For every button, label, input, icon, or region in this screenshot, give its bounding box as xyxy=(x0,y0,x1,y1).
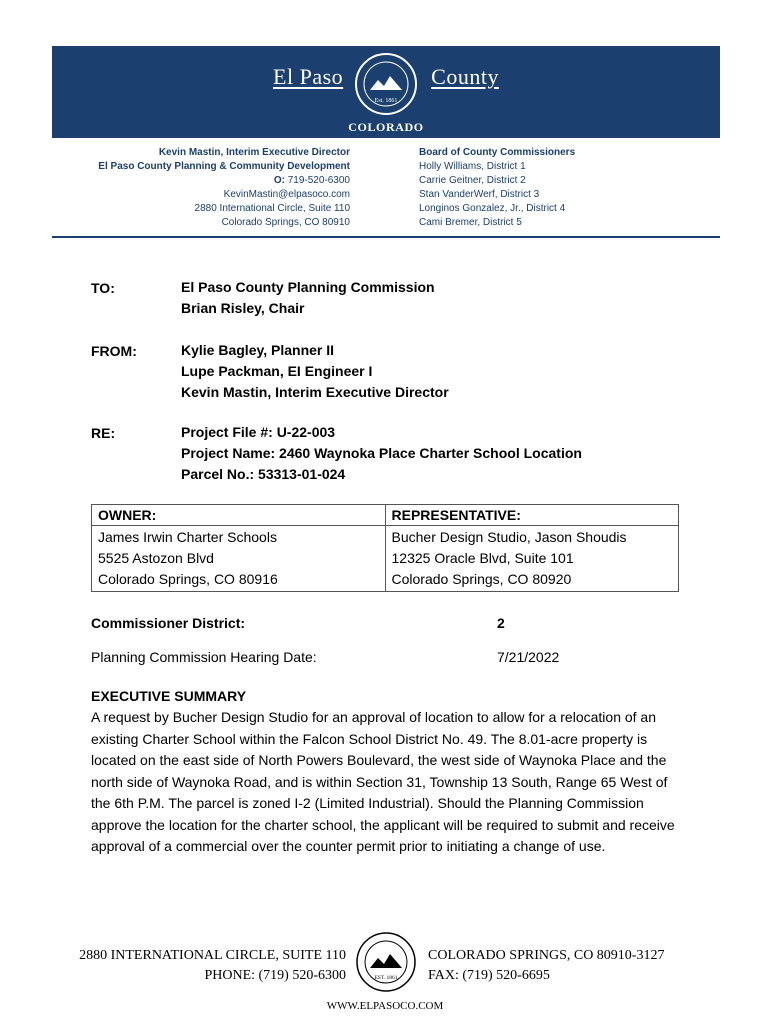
county-seal-icon xyxy=(354,52,418,116)
director-name: Kevin Mastin, Interim Executive Director xyxy=(158,147,350,158)
summary-heading: EXECUTIVE SUMMARY xyxy=(91,688,247,704)
commissioner-item: Cami Bremer, District 5 xyxy=(419,217,522,228)
owner-header: OWNER: xyxy=(92,505,386,526)
district-value: 2 xyxy=(497,615,505,631)
director-email: KevinMastin@elpasoco.com xyxy=(223,189,350,200)
commissioner-item: Carrie Geitner, District 2 xyxy=(419,175,526,186)
re-block: Project File #: U-22-003 Project Name: 2460 Waynoka Place Charter School Location Parcel No.: 53313-01-024 xyxy=(181,424,582,482)
brand-left: El Paso xyxy=(273,64,344,89)
header-divider xyxy=(52,236,720,238)
from-block: Kylie Bagley, Planner II Lupe Packman, EI Engineer I Kevin Mastin, Interim Executive Director xyxy=(181,342,449,400)
footer-seal-icon xyxy=(355,931,417,993)
commissioner-item: Longinos Gonzalez, Jr., District 4 xyxy=(419,203,566,214)
header-banner xyxy=(52,46,720,138)
representative-info: Bucher Design Studio, Jason Shoudis 12325 Oracle Blvd, Suite 101 Colorado Springs, CO 80920 xyxy=(385,526,679,592)
parties-table xyxy=(91,504,679,592)
office-phone: O: 719-520-6300 xyxy=(273,175,350,186)
footer-address: 2880 INTERNATIONAL CIRCLE, SUITE 110 PHONE: (719) 520-6300 xyxy=(79,948,346,983)
summary-text: A request by Bucher Design Studio for an approval of location to allow for a relocation of an existing Charter School within the Falcon School District No. 49. The 8.01-acre property is located on the east side of North Powers Boulevard, the west side of Waynoka Place and the north side of Waynoka Road, and is within Section 31, Township 13 South, Range 65 West of the 6th P.M. The parcel is zoned I-2 (Limited Industrial). Should the Planning Commission approve the location for the charter school, the applicant will be required to submit and receive approval of a commercial over the counter permit prior to initiating a change of use. xyxy=(91,709,675,854)
from-label: FROM: xyxy=(91,343,137,359)
hearing-date-value: 7/21/2022 xyxy=(497,649,560,665)
to-block: El Paso County Planning Commission Brian Risley, Chair xyxy=(181,279,435,316)
district-label: Commissioner District: xyxy=(91,615,246,631)
hearing-date-label: Planning Commission Hearing Date: xyxy=(91,649,317,665)
owner-info: James Irwin Charter Schools 5525 Astozon Blvd Colorado Springs, CO 80916 xyxy=(92,526,386,592)
brand-right: County xyxy=(431,64,499,89)
board-title: Board of County Commissioners xyxy=(419,147,576,158)
re-label: RE: xyxy=(91,425,116,441)
footer-city: COLORADO SPRINGS, CO 80910-3127 FAX: (719) 520-6695 xyxy=(428,948,665,983)
address-line1: 2880 International Circle, Suite 110 xyxy=(194,203,350,214)
svg-text:EST. 1861: EST. 1861 xyxy=(374,975,398,981)
commissioners-list xyxy=(419,146,575,230)
commissioner-item: Stan VanderWerf, District 3 xyxy=(419,189,540,200)
footer-website: WWW.ELPASOCO.COM xyxy=(326,1000,444,1012)
state-label: COLORADO xyxy=(348,120,424,134)
commissioner-item: Holly Williams, District 1 xyxy=(419,161,526,172)
svg-text:Est. 1861: Est. 1861 xyxy=(374,98,398,104)
department-name: El Paso County Planning & Community Development xyxy=(98,161,350,172)
representative-header: REPRESENTATIVE: xyxy=(385,505,679,526)
address-line2: Colorado Springs, CO 80910 xyxy=(221,217,350,228)
director-contact xyxy=(98,146,350,230)
to-label: TO: xyxy=(91,280,115,296)
